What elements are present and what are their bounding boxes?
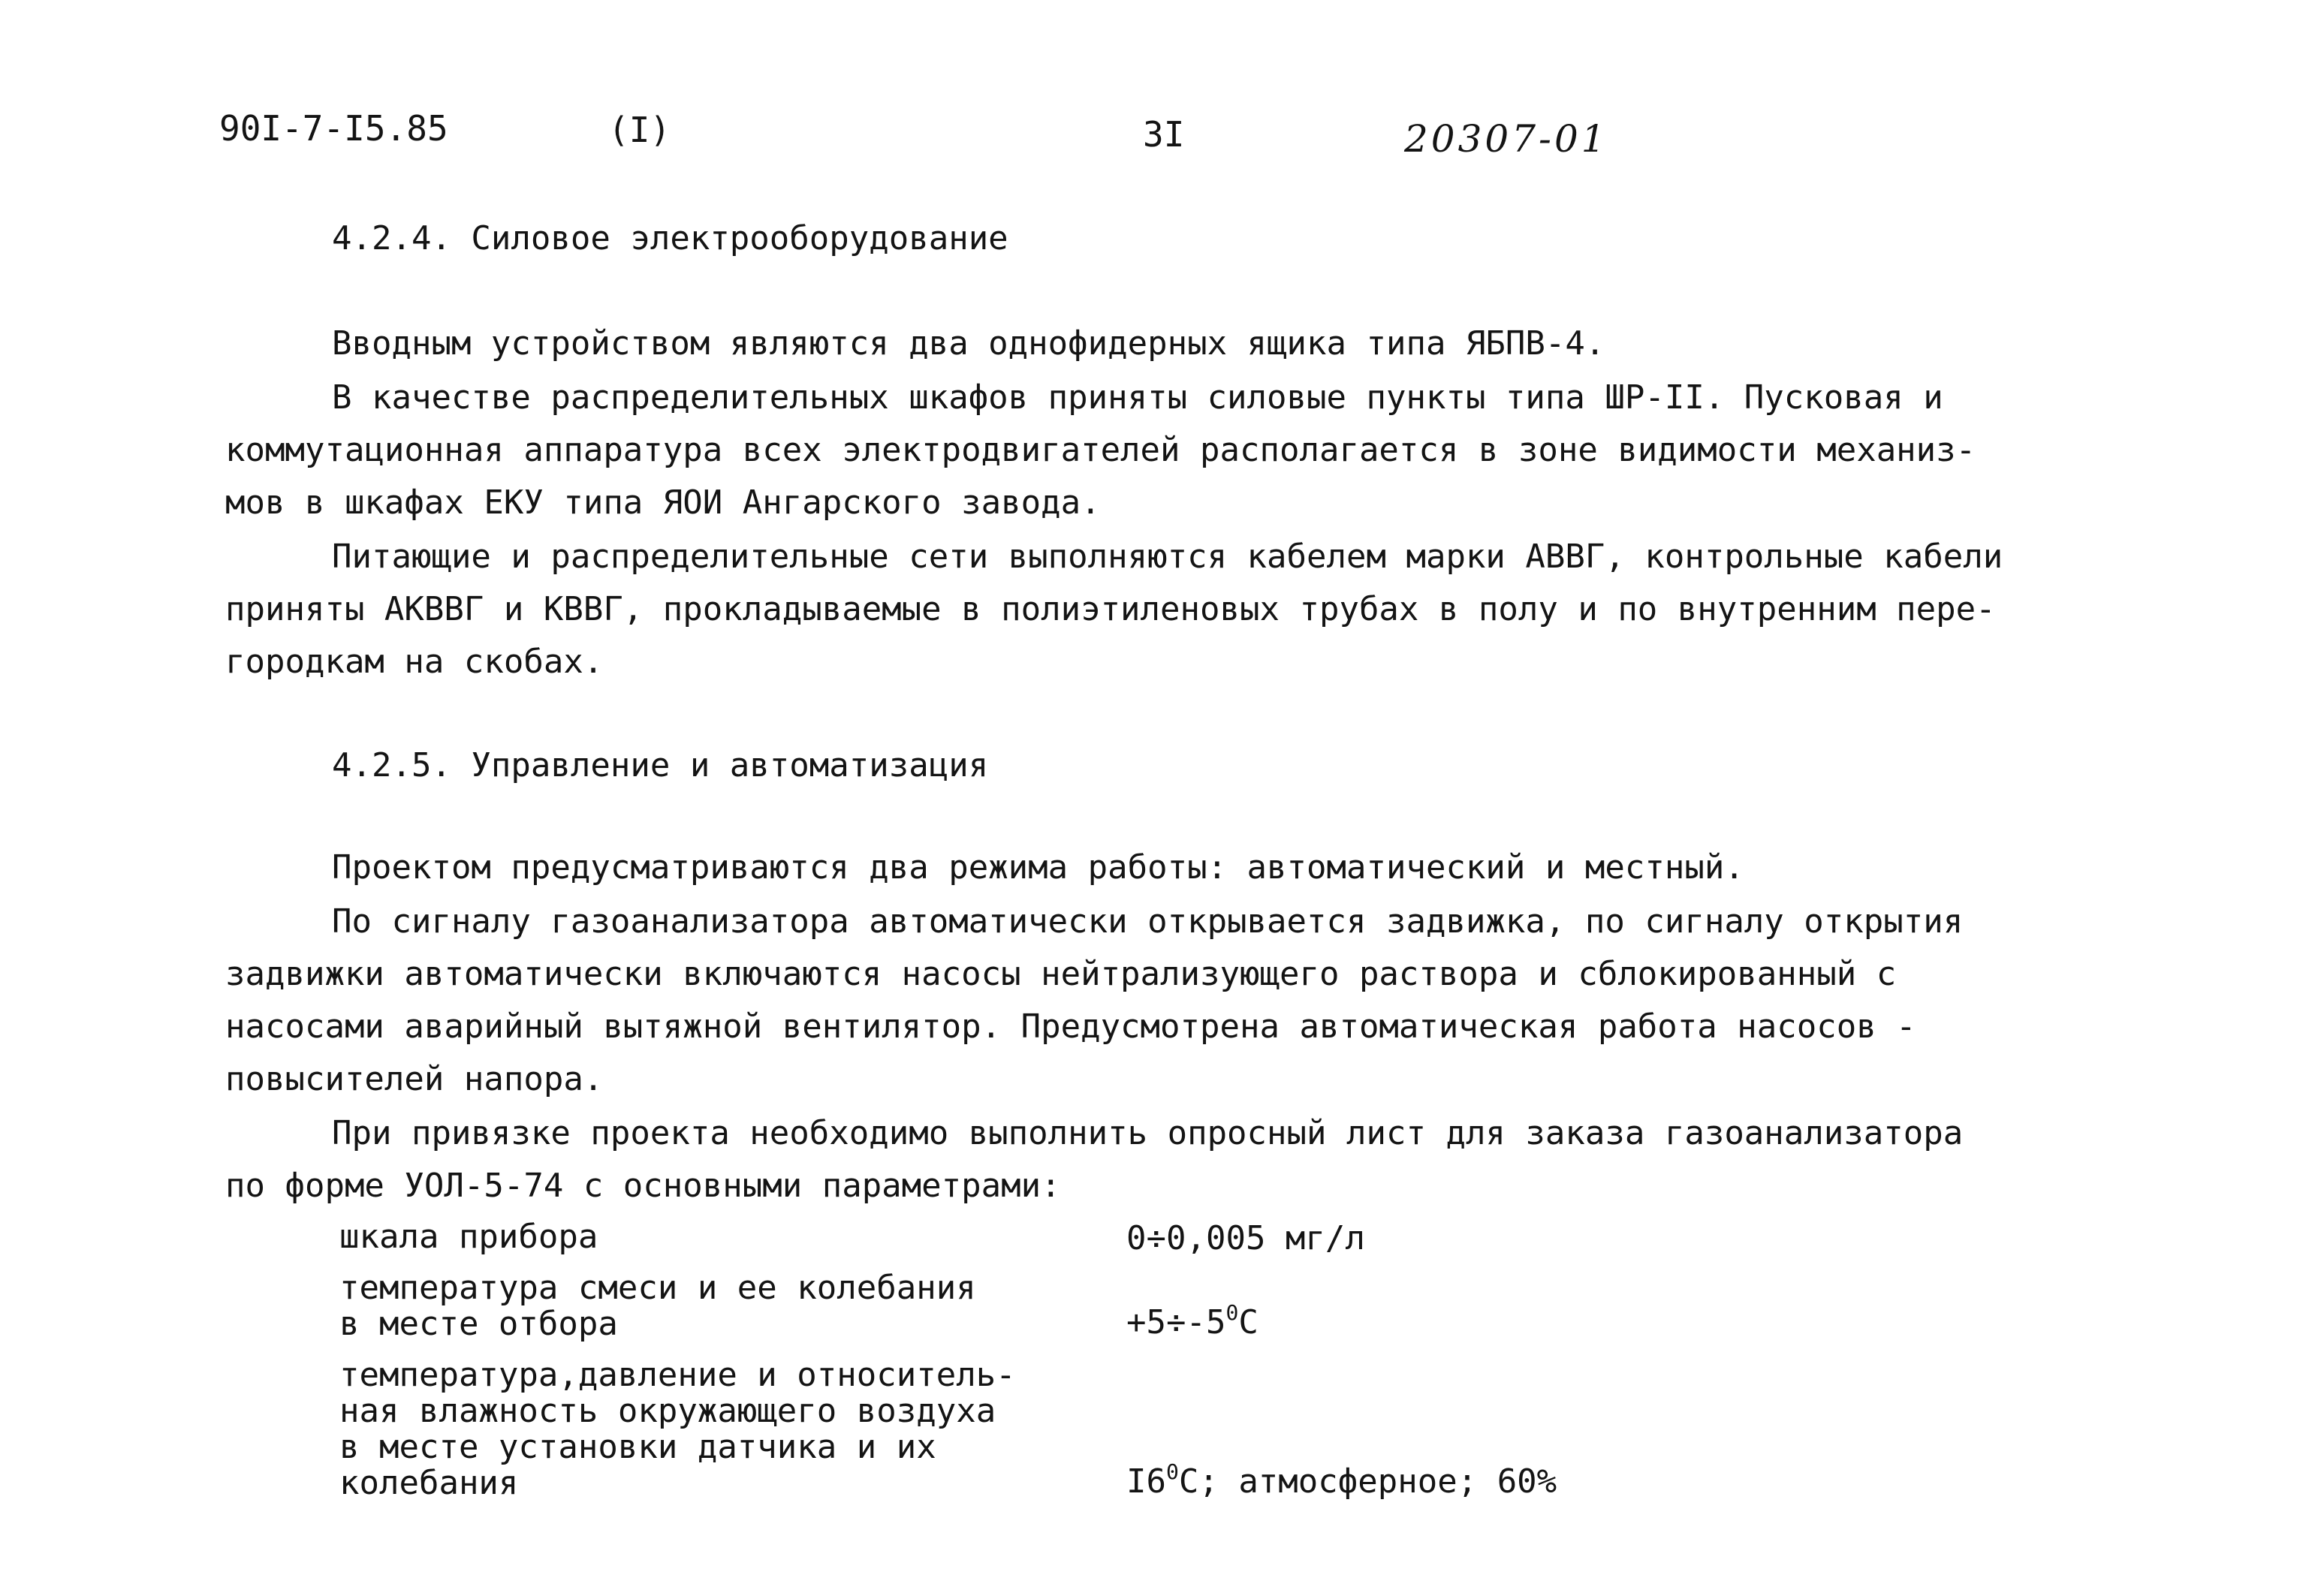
paragraph-line: По сигналу газоанализатора автоматически открывается задвижка, по сигналу открытия bbox=[332, 902, 1964, 941]
paragraph-line: по форме УОЛ-5-74 с основными параметрами: bbox=[225, 1167, 1061, 1205]
doc-code: 90I-7-I5.85 bbox=[219, 108, 448, 149]
paragraph-line: приняты АКВВГ и КВВГ, прокладываемые в полиэтиленовых трубах в полу и по внутренним пере- bbox=[225, 590, 1996, 628]
paragraph-line: задвижки автоматически включаются насосы нейтрализующего раствора и сблокированный с bbox=[225, 955, 1897, 993]
paragraph-line: Проектом предусматриваются два режима работы: автоматический и местный. bbox=[332, 848, 1744, 887]
parameter-name: колебания bbox=[339, 1464, 519, 1502]
parameter-name: температура,давление и относитель- bbox=[339, 1356, 1016, 1394]
section-title-4-2-4: 4.2.4. Силовое электрооборудование bbox=[332, 219, 1008, 257]
paragraph-line: повысителей напора. bbox=[225, 1060, 604, 1098]
doc-part: (I) bbox=[608, 110, 671, 150]
handwritten-code: 20307-01 bbox=[1404, 117, 1608, 161]
parameter-value: $I6^0C$; атмосферное; 60% bbox=[1126, 1459, 1557, 1501]
paragraph-line: насосами аварийный вытяжной вентилятор. Предусмотрена автоматическая работа насосов - bbox=[225, 1007, 1916, 1046]
section-title-4-2-5: 4.2.5. Управление и автоматизация bbox=[332, 746, 989, 784]
paragraph-line: При привязке проекта необходимо выполнить опросный лист для заказа газоанализатора bbox=[332, 1114, 1964, 1152]
parameter-name: температура смеси и ее колебания bbox=[339, 1269, 976, 1307]
parameter-name: в месте отбора bbox=[339, 1305, 618, 1343]
parameter-name: шкала прибора bbox=[339, 1218, 598, 1256]
paragraph-line: Питающие и распределительные сети выполняются кабелем марки АВВГ, контрольные кабели bbox=[332, 538, 2003, 576]
parameter-name: в месте установки датчика и их bbox=[339, 1428, 936, 1466]
paragraph-line: коммутационная аппаратура всех электродвигателей располагается в зоне видимости механиз- bbox=[225, 431, 1976, 469]
page-number: 3I bbox=[1143, 114, 1185, 155]
parameter-name: ная влажность окружающего воздуха bbox=[339, 1392, 996, 1430]
paragraph-line: мов в шкафах ЕКУ типа ЯОИ Ангарского завода. bbox=[225, 483, 1101, 522]
parameter-value: 0÷0,005 мг/л bbox=[1126, 1219, 1365, 1257]
paragraph-line: городкам на скобах. bbox=[225, 643, 604, 681]
paragraph-line: Вводным устройством являются два однофидерных ящика типа ЯБПВ-4. bbox=[332, 324, 1605, 363]
parameter-value: $+5\div-5^0C$ bbox=[1126, 1300, 1259, 1342]
paragraph-line: В качестве распределительных шкафов приняты силовые пункты типа ШР-II. Пусковая и bbox=[332, 378, 1943, 417]
